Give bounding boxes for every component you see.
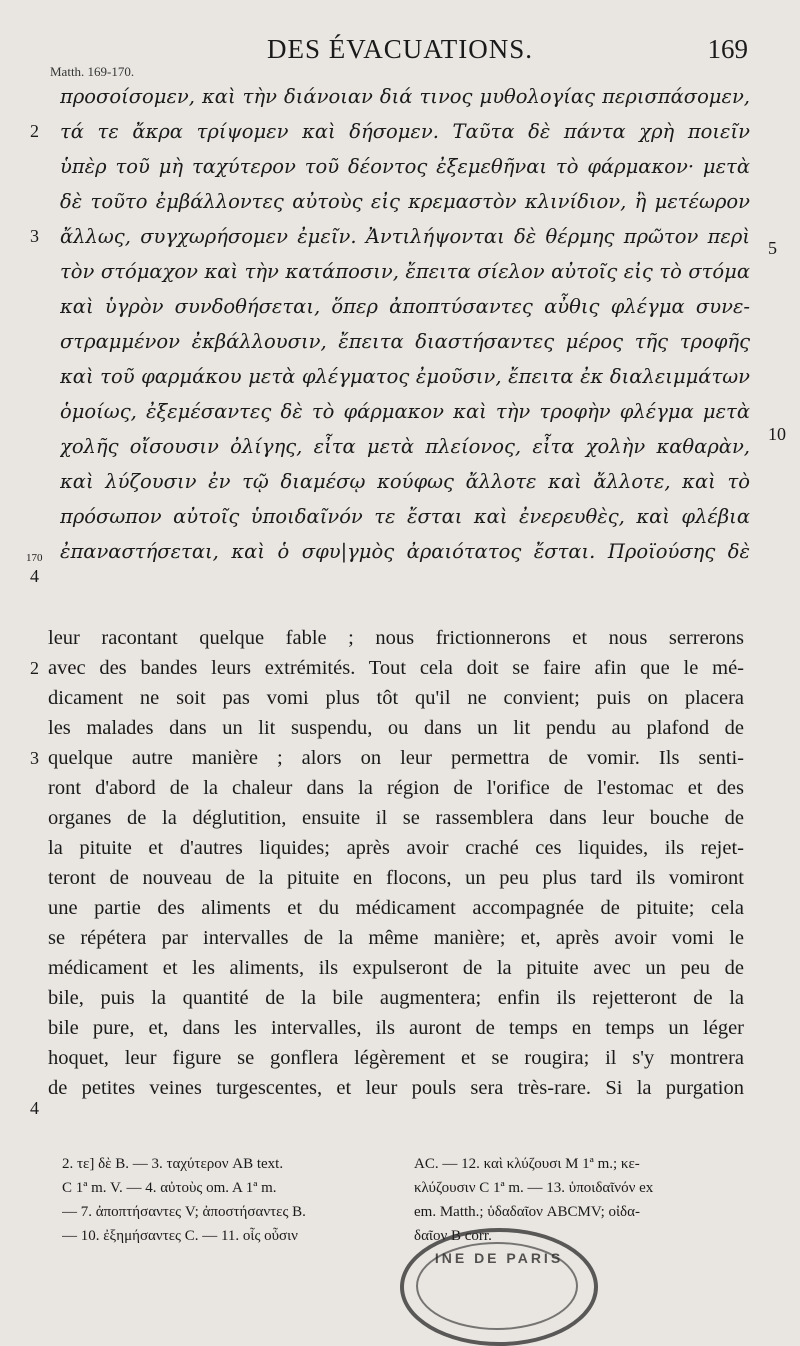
greek-line: καὶ ὑγρὸν συνδοθήσεται, ὅπερ ἀποπτύσαντες αὖθις φλέγμα συνε- [60,295,750,318]
french-line: organes de la déglutition, ensuite il se rassemblera dans leur bouche de [48,807,744,829]
line-number-margin: 3 [30,226,39,246]
footnote-line: κλύζουσιν C 1ª m. — 13. ὑποιδαῖνόν ex [414,1180,654,1196]
greek-line: καὶ τοῦ φαρμάκου μετὰ φλέγματος ἐμοῦσιν, ἔπειτα ἐκ διαλειμμάτων [60,365,750,388]
greek-line: ἐπαναστήσεται, καὶ ὁ σφυ|γμὸς ἀραιότατος ἔσται. Προϊούσης δὲ [60,540,750,563]
greek-line: ὑπὲρ τοῦ μὴ ταχύτερον τοῦ δέοντος ἐξεμεθῆναι τὸ φάρμακον· μετὰ [60,155,750,178]
line-number-margin: 4 [30,566,39,586]
footnote-line: — 10. ἐξημήσαντες C. — 11. οἷς οὖσιν [62,1228,298,1244]
line-number-margin: 4 [30,1098,39,1118]
greek-line: τὸν στόμαχον καὶ τὴν κατάποσιν, ἔπειτα σίελον αὐτοῖς εἰς τὸ στόμα [60,260,750,283]
french-line: leur racontant quelque fable ; nous frictionnerons et nous serrerons [48,627,744,649]
french-line: de petites veines turgescentes, et leur pouls sera très-rare. Si la purgation [48,1077,744,1099]
library-stamp-text: INE DE PARIS [434,1250,564,1266]
french-line: teront de nouveau de la pituite en flocons, un peu plus tard ils vomiront [48,867,744,889]
greek-line: ὁμοίως, ἐξεμέσαντες δὲ τὸ φάρμακον καὶ τὴν τροφὴν φλέγμα μετὰ [60,400,750,423]
footnote-line: 2. τε] δὲ B. — 3. ταχύτερον AB text. [62,1156,284,1172]
footnote-line: δαῖον B corr. [414,1228,492,1244]
running-reference: Matth. 169-170. [50,64,135,79]
greek-line: δὲ τοῦτο ἐμβάλλοντες αὐτοὺς εἰς κρεμαστὸν κλινίδιον, ἢ μετέωρον [60,190,750,213]
french-line: bile pure, et, dans les intervalles, ils auront de temps en temps un léger [48,1017,744,1039]
line-number-margin: 2 [30,121,39,141]
greek-line: καὶ λύζουσιν ἐν τῷ διαμέσῳ κούφως ἄλλοτε καὶ ἄλλοτε, καὶ τὸ [60,470,750,493]
french-line: médicament et les aliments, ils expulseront de la pituite avec un peu de [48,957,744,979]
greek-line: τά τε ἄκρα τρίψομεν καὶ δήσομεν. Ταῦτα δὲ πάντα χρὴ ποιεῖν [60,120,750,143]
footnote-line: em. Matth.; ὑδαδαῖον ABCMV; οἰδα- [414,1204,640,1220]
footnotes-left-column [62,1152,380,1248]
greek-line: πρόσωπον αὐτοῖς ὑποιδαῖνόν τε ἔσται καὶ ἐνερευθὲς, καὶ φλέβια [60,505,750,528]
library-stamp [400,1228,598,1346]
french-line: quelque autre manière ; alors on leur permettra de vomir. Ils senti- [48,747,744,769]
line-number-margin: 3 [30,748,39,768]
french-line: avec des bandes leurs extrémités. Tout cela doit se faire afin que le mé- [48,657,744,679]
line-number-margin: 10 [768,424,786,444]
french-line: hoquet, leur figure se gonflera légèrement et se rougira; il s'y montrera [48,1047,744,1069]
french-line: une partie des aliments et du médicament accompagnée de pituite; cela [48,897,744,919]
footnote-line: — 7. ἀποπτήσαντες V; ἀποστήσαντες B. [62,1204,306,1220]
greek-line: προσοίσομεν, καὶ τὴν διάνοιαν διά τινος μυθολογίας περισπάσομεν, [60,85,750,108]
french-line: se répétera par intervalles de la même manière; et, après avoir vomi le [48,927,744,949]
line-number-margin: 5 [768,238,777,258]
french-line: la pituite et d'autres liquides; après avoir craché ces liquides, ils rejet- [48,837,744,859]
french-line: les malades dans un lit suspendu, ou dans un lit pendu au plafond de [48,717,744,739]
page-title: DES ÉVACUATIONS. [266,34,534,64]
footnote-line: AC. — 12. καὶ κλύζουσι M 1ª m.; κε- [414,1156,640,1172]
page-number: 169 [707,34,748,64]
line-number-margin: 2 [30,658,39,678]
greek-line: ἄλλως, συγχωρήσομεν ἐμεῖν. Ἀντιλήψονται δὲ θέρμης πρῶτον περὶ [60,225,750,248]
greek-line: στραμμένον ἐκβάλλουσιν, ἔπειτα διαστήσαντες μέρος τῆς τροφῆς [60,330,750,353]
greek-line: χολῆς οἴσουσιν ὀλίγης, εἶτα μετὰ πλείονος, εἶτα χολὴν καθαρὰν, [60,435,750,458]
french-line: dicament ne soit pas vomi plus tôt qu'il ne convient; puis on placera [48,687,744,709]
french-line: bile, puis la quantité de la bile augmentera; enfin ils rejetteront de la [48,987,744,1009]
french-line: ront d'abord de la chaleur dans la région de l'orifice de l'estomac et des [48,777,744,799]
page-ref-margin: 170 [26,552,43,564]
footnote-line: C 1ª m. V. — 4. αὐτοὺς om. A 1ª m. [62,1180,277,1196]
